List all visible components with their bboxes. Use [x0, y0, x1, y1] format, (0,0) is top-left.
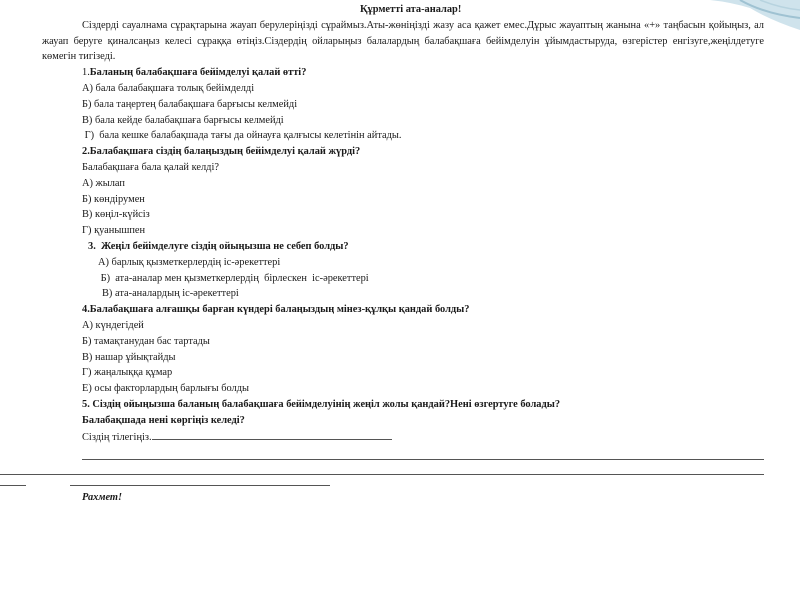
q1-option-g: Г) бала кешке балабақшада тағы да ойнауға қалғысы келетінін айтады. — [82, 130, 402, 142]
answer-rule-1-wrap — [42, 445, 764, 460]
question-5-text: . Сіздің ойыңызша баланың балабақшаға бейімделуінің жеңіл жолы қандай?Нені өзгертуге болады? — [87, 398, 561, 410]
q4-option-g: Г) жаңалыққа құмар — [82, 367, 173, 379]
wish-line — [42, 429, 764, 446]
question-4: 4.Балабақшаға алғашқы барған күндері балаңыздың мінез-құлқы қандай болды? — [82, 304, 470, 316]
question-5-sub: Балабақшада нені көргіңіз келеді? — [82, 414, 245, 426]
wish-answer-line[interactable] — [152, 429, 392, 440]
q1-option-a: А) бала балабақшаға толық бейімделді — [82, 82, 255, 94]
question-1-text: Баланың балабақшаға бейімделуі қалай өтті? — [89, 67, 307, 79]
intro-paragraph: Сіздерді сауалнама сұрақтарына жауап берулеріңізді сұраймыз.Аты-жөніңізді жазу аса қажет емес.Дұрыс жауаптың жанына «+» таңбасын қойыңыз, ал жауап беруге қиналсаңыз келесі сұраққа өтіңіз.Сіздердің ойларыңыз балалардың балабақшаға бейімделуін ұйымдастыруда, өзгерістер енгізуге,жеңілдетуге көмегін тигізеді. — [42, 19, 764, 63]
answer-rule-3b[interactable] — [70, 475, 330, 486]
answer-rule-2[interactable] — [0, 460, 764, 475]
q4-option-e: Е) осы факторлардың барлығы болды — [82, 383, 250, 395]
thanks-text: Рахмет! — [82, 492, 123, 504]
document-title: Құрметті ата-аналар! — [360, 4, 462, 15]
question-5 — [42, 397, 764, 413]
questionnaire-document — [42, 0, 764, 506]
q1-option-b: Б) бала таңертең балабақшаға барғысы келмейді — [82, 98, 298, 110]
q3-option-b: Б) ата-аналар мен қызметкерлердің бірлескен іс-әрекеттері — [98, 272, 369, 284]
answer-rule-1[interactable] — [82, 445, 764, 460]
q2-option-v: В) көңіл-күйсіз — [82, 209, 150, 221]
q2-option-b: Б) көндірумен — [82, 193, 145, 205]
question-1 — [42, 65, 764, 81]
answer-rule-row-3 — [0, 475, 764, 490]
question-1-number: 1. — [82, 67, 90, 79]
q4-option-v: В) нашар ұйықтайды — [82, 351, 176, 363]
answer-rule-3a[interactable] — [0, 475, 26, 486]
q4-option-b: Б) тамақтанудан бас тартады — [82, 335, 210, 347]
q3-option-v: В) ата-аналардың іс-әрекеттері — [102, 288, 239, 300]
question-3: 3. Жеңіл бейімделуге сіздің ойыңызша не себеп болды? — [88, 240, 349, 252]
q1-option-v: В) бала кейде балабақшаға барғысы келмейді — [82, 114, 284, 126]
question-2: 2.Балабақшаға сіздің балаңыздың бейімделуі қалай жүрді? — [82, 146, 361, 158]
q2-option-g: Г) қуанышпен — [82, 225, 146, 237]
q4-option-a: А) күндегідей — [82, 319, 144, 331]
question-2-sub: Балабақшаға бала қалай келді? — [82, 161, 219, 173]
wish-label: Сіздің тілегіңіз. — [82, 431, 152, 443]
q2-option-a: А) жылап — [82, 177, 125, 189]
q3-option-a: А) барлық қызметкерлердің іс-әрекеттері — [98, 256, 281, 268]
question-5-number: 5 — [82, 398, 88, 410]
